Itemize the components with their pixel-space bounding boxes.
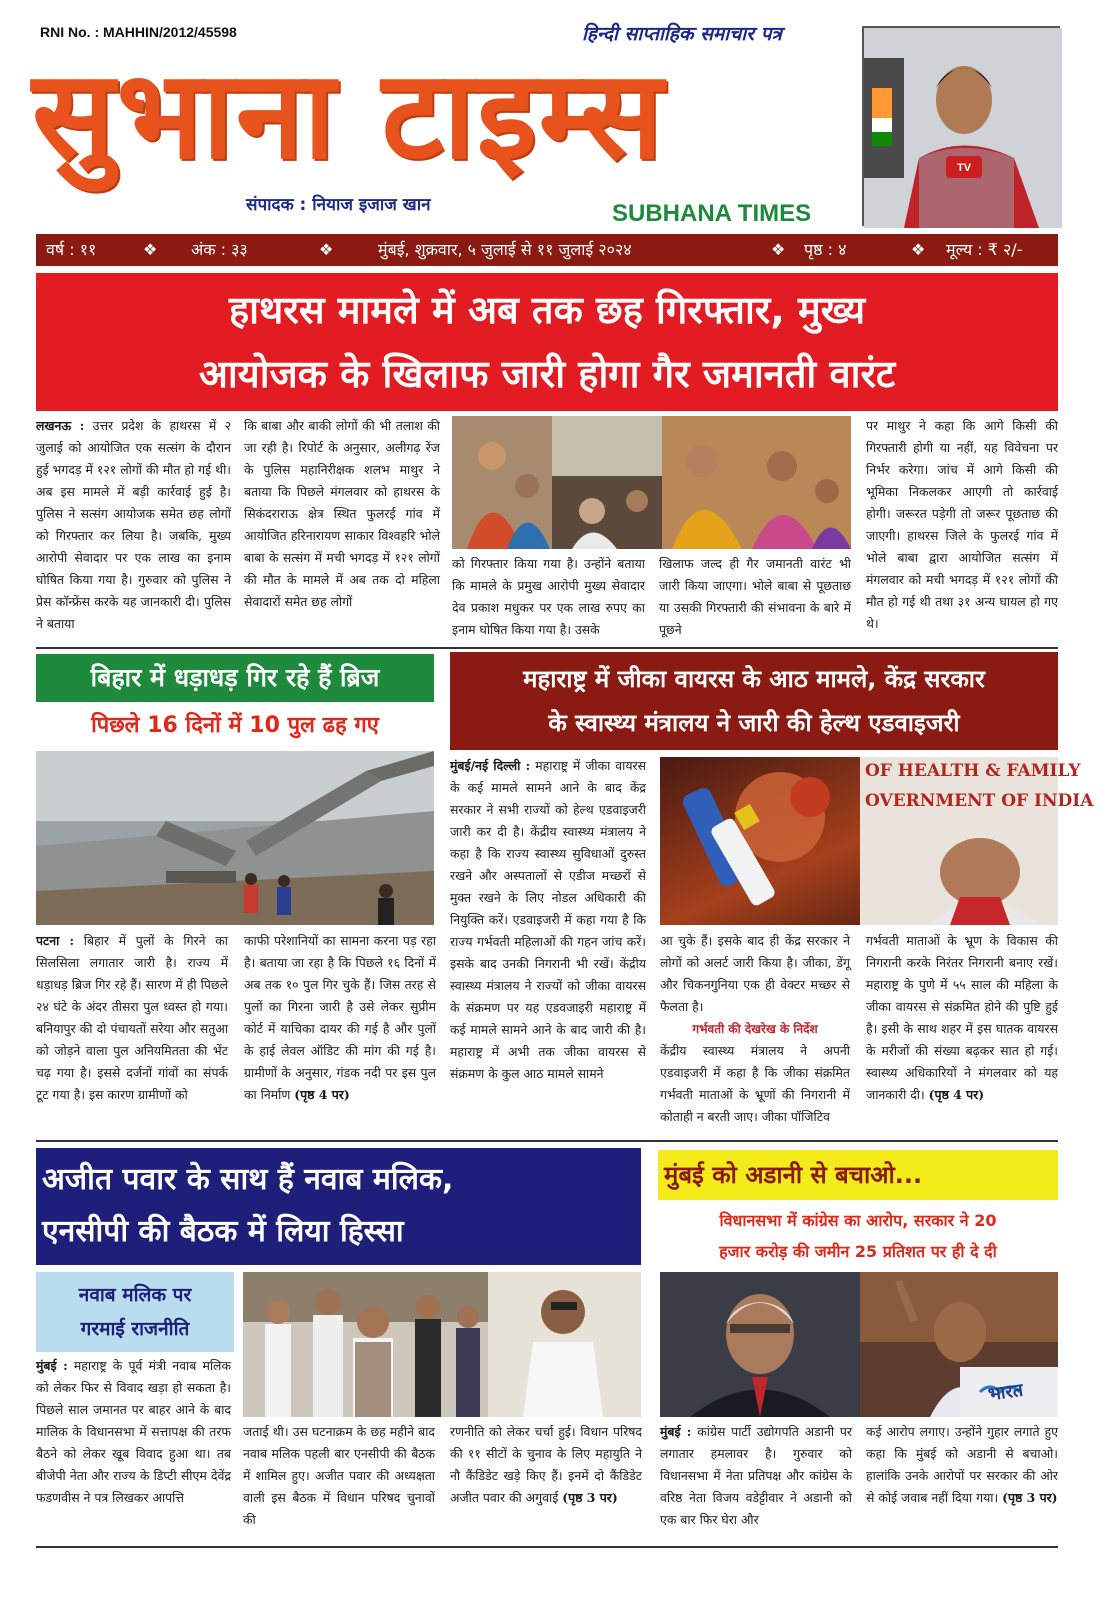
adani-subheadline-line-1: विधानसभा में कांग्रेस का आरोप, सरकार ने 20 [719, 1211, 997, 1230]
adani-photo-sign: भारत [986, 1379, 1025, 1406]
lead-body-4: खिलाफ जल्द ही गैर जमानती वारंट भी जारी किया जाएगा। भोले बाबा से पूछताछ या उसकी गिरफ्तारी की संभावना के बारे में पूछने [659, 556, 851, 637]
nawab-column-2 [243, 1421, 435, 1543]
zika-body-3: गर्भवती माताओं के भ्रूण के विकास की निगरानी करके निरंतर निगरानी बनाए रखें। महाराष्ट्र के पुणे में ५५ साल की महिला के जीका वायरस से संक्रमित होने की पुष्टि हुई है। इसी के साथ शहर में इस घातक वायरस के मरीजों की संख्या बढ़कर सात हो गई। स्वास्थ्य अधिकारियों ने मंगलवार को यह जानकारी दी। [866, 933, 1058, 1102]
zika-headline [450, 652, 1058, 750]
nawab-headline-line-1: अजीत पवार के साथ हैं नवाब मलिक, [42, 1162, 454, 1197]
zika-dateline: मुंबई/नई दिल्ली : [450, 758, 531, 773]
separator: ❖ [143, 240, 158, 259]
adani-subheadline-line-2: हजार करोड़ की जमीन 25 प्रतिशत पर ही दे दी [719, 1242, 997, 1261]
zika-continued: (पृष्ठ 4 पर) [928, 1087, 985, 1102]
svg-text:TV: TV [956, 162, 972, 174]
editor-photo [862, 26, 1060, 226]
price-label: मूल्य : ₹ २/- [946, 240, 1023, 259]
bihar-continued: (पृष्ठ 4 पर) [294, 1087, 350, 1102]
nawab-body-3: रणनीति को लेकर चर्चा हुई। विधान परिषद की ११ सीटों के चुनाव के लिए महायुति ने नौ कैंडिडेट खड़े किए हैं। इनमें दो कैंडिडेट अजीत पवार की अगुवाई [450, 1424, 642, 1505]
zika-subheading: गर्भवती की देखरेख के निर्देश [692, 1022, 818, 1036]
tagline: हिन्दी साप्ताहिक समाचार पत्र [582, 23, 782, 45]
rni-number: RNI No. : MAHHIN/2012/45598 [40, 24, 237, 40]
zika-column-2 [660, 930, 850, 1138]
bihar-column-2 [244, 930, 436, 1136]
bihar-body-1: बिहार में पुलों के गिरने का सिलसिला लगातार जारी है। राज्य में धड़ाधड़ ब्रिज गिर रहे हैं। सारण में ही पिछले २४ घंटे के अंदर तीसरा पुल ध्वस्त हो गया। बनियापुर की दो पंचायतों सरेया और सतुआ को जोड़ने वाला पुल अनियमितता की भेंट चढ़ गया है। इससे दर्जनों गांवों का संपर्क टूट गया है। इस कारण ग्रामीणों को [36, 933, 228, 1102]
nawab-subheadline-line-1: नवाब मलिक पर [78, 1284, 192, 1306]
nawab-headline [36, 1148, 641, 1265]
adani-subheadline [655, 1205, 1061, 1267]
year-label: वर्ष : ११ [46, 240, 97, 259]
nawab-column-1 [36, 1355, 231, 1543]
zika-column-1 [450, 755, 646, 1138]
zika-column-3 [866, 930, 1058, 1138]
nawab-subheadline-line-2: गरमाई राजनीति [80, 1318, 190, 1340]
issue-label: अंक : ३३ [191, 240, 248, 259]
issue-info-bar [36, 234, 1058, 266]
nawab-body-2: जताई थी। उस घटनाक्रम के छह महीने बाद नवाब मलिक पहली बार एनसीपी की बैठक में शामिल हुए। अजीत पवार की अध्यक्षता वाली इस बैठक में विधान परिषद चुनावों की [243, 1424, 435, 1527]
separator: ❖ [911, 240, 926, 259]
lead-column-2 [244, 415, 440, 643]
zika-body-2b: केंद्रीय स्वास्थ्य मंत्रालय ने अपनी एडवाइजरी में कहा है कि जीका संक्रमित गर्भवती माताओं के भ्रूणों की निगरानी में कोताही न बरती जाए। जीका पॉजिटिव [660, 1043, 850, 1124]
adani-column-1 [660, 1421, 852, 1543]
zika-body-1: महाराष्ट्र में जीका वायरस के कई मामले सामने आने के बाद केंद्र सरकार ने सभी राज्यों को हेल्थ एडवाइजरी जारी कर दी है। केंद्रीय स्वास्थ्य मंत्रालय ने कहा है कि राज्य स्वास्थ्य सुविधाओं दुरुस्त रखने और अस्पतालों से एडीज मच्छरों से मुक्त रखने के लिए नोडल अधिकारी की नियुक्ति करें। एडवाइजरी में कहा गया है कि राज्य गर्भवती महिलाओं की गहन जांच करें। इसके बाद उनकी निगरानी भी रखें। केंद्रीय स्वास्थ्य मंत्रालय ने राज्यों को जीका वायरस के संक्रमण पर यह एडवजाइरी महाराष्ट्र में कई मामले सामने आने के बाद जारी की है। महाराष्ट्र में अभी तक जीका वायरस से संक्रमण के कुल आठ मामले सामने [450, 758, 646, 1081]
lead-column-1 [36, 415, 231, 643]
lead-body-2: कि बाबा और बाकी लोगों की भी तलाश की जा रही है। रिपोर्ट के अनुसार, अलीगढ़ रेंज के पुलिस महानिरीक्षक शलभ माथुर ने बताया कि पिछले मंगलवार को हाथरस के सिकंदराराऊ क्षेत्र स्थित फुलरई गांव में आयोजित हरिनारायण साकार विश्वहरि भोले बाबा के सत्संग में मची भगदड़ में १२१ लोगों की मौत के मामले में अब तक दो महिला सेवादारों समेत छह लोगों [244, 418, 440, 609]
lead-body-3: को गिरफ्तार किया गया है। उन्होंने बताया कि मामले के प्रमुख आरोपी मुख्य सेवादार देव प्रकाश मधुकर पर एक लाख रुपए का इनाम घोषित किया गया है। उसके [452, 556, 645, 637]
nawab-dateline: मुंबई : [36, 1358, 68, 1373]
lead-column-3 [452, 553, 645, 643]
bihar-subheadline: पिछले 16 दिनों में 10 पुल ढह गए [91, 713, 379, 738]
english-title: SUBHANA TIMES [612, 200, 812, 227]
lead-body-5: पर माथुर ने कहा कि आगे किसी की गिरफ्तारी होगी या नहीं, यह विवेचना पर निर्भर करेगा। जांच में आगे किसी की भूमिका निकलकर आएगी तो कार्रवाई होगी। जरूरत पड़ेगी तो जरूर पूछताछ की जाएगी। हाथरस जिले के फुलरई गांव में भोले बाबा द्वारा आयोजित सत्संग में मंगलवार को मची भगदड़ में १२१ लोगों की मौत हो गई थी तथा ३१ अन्य घायल हो गए थे। [866, 418, 1058, 631]
lead-headline-line-1: हाथरस मामले में अब तक छह गिरफ्तार, मुख्य [228, 288, 866, 332]
editor-line: संपादक : नियाज इजाज खान [246, 195, 431, 215]
zika-photo [660, 757, 1094, 925]
zika-headline-line-1: महाराष्ट्र में जीका वायरस के आठ मामले, केंद्र सरकार [523, 665, 985, 693]
zika-photo-caption-2: OVERNMENT OF INDIA [865, 791, 1094, 811]
adani-body-1: कांग्रेस पार्टी उद्योगपति अडानी पर लगातार हमलावर है। गुरुवार को विधानसभा में नेता प्रतिपक्ष और कांग्रेस के वरिष्ठ नेता विजय वडेट्टीवार ने अडानी को एक बार फिर घेरा और [660, 1424, 852, 1527]
adani-body-2: कई आरोप लगाए। उन्होंने गुहार लगाते हुए कहा कि मुंबई को अडानी से बचाओ। हालांकि उनके आरोपों पर सरकार की ओर से कोई जवाब नहीं दिया गया। [866, 1424, 1058, 1505]
lead-column-4 [659, 553, 851, 643]
lead-headline-line-2: आयोजक के खिलाफ जारी होगा गैर जमानती वारंट [198, 352, 896, 396]
bihar-body-2: काफी परेशानियों का सामना करना पड़ रहा है। बताया जा रहा है कि पिछले १६ दिनों में अब तक १० पुल गिर चुके हैं। जिस तरह से पुलों का गिरना जारी है उसे लेकर सुप्रीम कोर्ट में याचिका दायर की गई है और पुलों के हाई लेवल ऑडिट की मांग की गई है। ग्रामीणों के अनुसार, गंडक नदी पर इस पुल का निर्माण [244, 933, 436, 1102]
lead-column-5 [866, 415, 1058, 643]
divider [36, 1140, 1058, 1142]
nawab-body-1: महाराष्ट्र के पूर्व मंत्री नवाब मलिक को लेकर फिर से विवाद खड़ा हो सकता है। पिछले साल जमानत पर बाहर आने के बाद मालिक के विधानसभा में सत्तापक्ष की तरफ बैठने को लेकर खूब विवाद हुआ था। तब बीजेपी नेता और राज्य के डिप्टी सीएम देवेंद्र फडणवीस ने पत्र लिखकर आपत्ति [36, 1358, 231, 1505]
dateline-label: मुंबई, शुक्रवार, ५ जुलाई से ११ जुलाई २०२४ [378, 240, 632, 259]
pages-label: पृष्ठ : ४ [804, 240, 847, 259]
nawab-column-3 [450, 1421, 642, 1543]
adani-photo [660, 1272, 1058, 1417]
nawab-subheadline [36, 1272, 234, 1352]
adani-column-2 [866, 1421, 1058, 1543]
hathras-photo [452, 416, 851, 549]
bottom-rule [36, 1546, 1058, 1548]
zika-body-2a: आ चुके हैं। इसके बाद ही केंद्र सरकार ने लोगों को अलर्ट जारी किया है। जीका, डेंगू और चिकनगुनिया एक ही वेक्टर मच्छर से फैलता है। [660, 933, 850, 1014]
lead-body-1: उत्तर प्रदेश के हाथरस में २ जुलाई को आयोजित एक सत्संग के दौरान हुई भगदड़ में १२१ लोगों की मौत हो गई थी। अब इस मामले में बड़ी कार्रवाई हुई है। पुलिस ने सत्संग आयोजक समेत छह लोगों को गिरफ्तार कर लिया है। जबकि, मुख्य आरोपी सेवादार पर एक लाख का इनाम घोषित किया गया है। गुरुवार को पुलिस ने प्रेस कॉन्फ्रेंस करके यह जानकारी दी। पुलिस ने बताया [36, 418, 232, 631]
lead-dateline: लखनऊ : [36, 418, 85, 433]
bihar-headline: बिहार में धड़ाधड़ गिर रहे हैं ब्रिज [36, 654, 434, 702]
bridge-photo [36, 751, 434, 925]
separator: ❖ [771, 240, 786, 259]
lead-headline [36, 273, 1058, 411]
separator: ❖ [319, 240, 334, 259]
adani-headline: मुंबई को अडानी से बचाओ... [658, 1150, 1058, 1200]
bihar-dateline: पटना : [36, 933, 75, 948]
nawab-continued: (पृष्ठ 3 पर) [562, 1490, 618, 1505]
zika-headline-line-2: के स्वास्थ्य मंत्रालय ने जारी की हेल्थ एडवाइजरी [548, 709, 960, 737]
newspaper-title: सुभाना टाइम्स [32, 44, 665, 186]
zika-photo-caption-1: OF HEALTH & FAMILY [865, 761, 1081, 781]
adani-continued: (पृष्ठ 3 पर) [1002, 1490, 1058, 1505]
divider [36, 647, 1058, 649]
adani-dateline: मुंबई : [660, 1424, 692, 1439]
bihar-column-1 [36, 930, 228, 1136]
ncp-leaders-photo [243, 1272, 641, 1417]
nawab-headline-line-2: एनसीपी की बैठक में लिया हिस्सा [42, 1214, 404, 1249]
